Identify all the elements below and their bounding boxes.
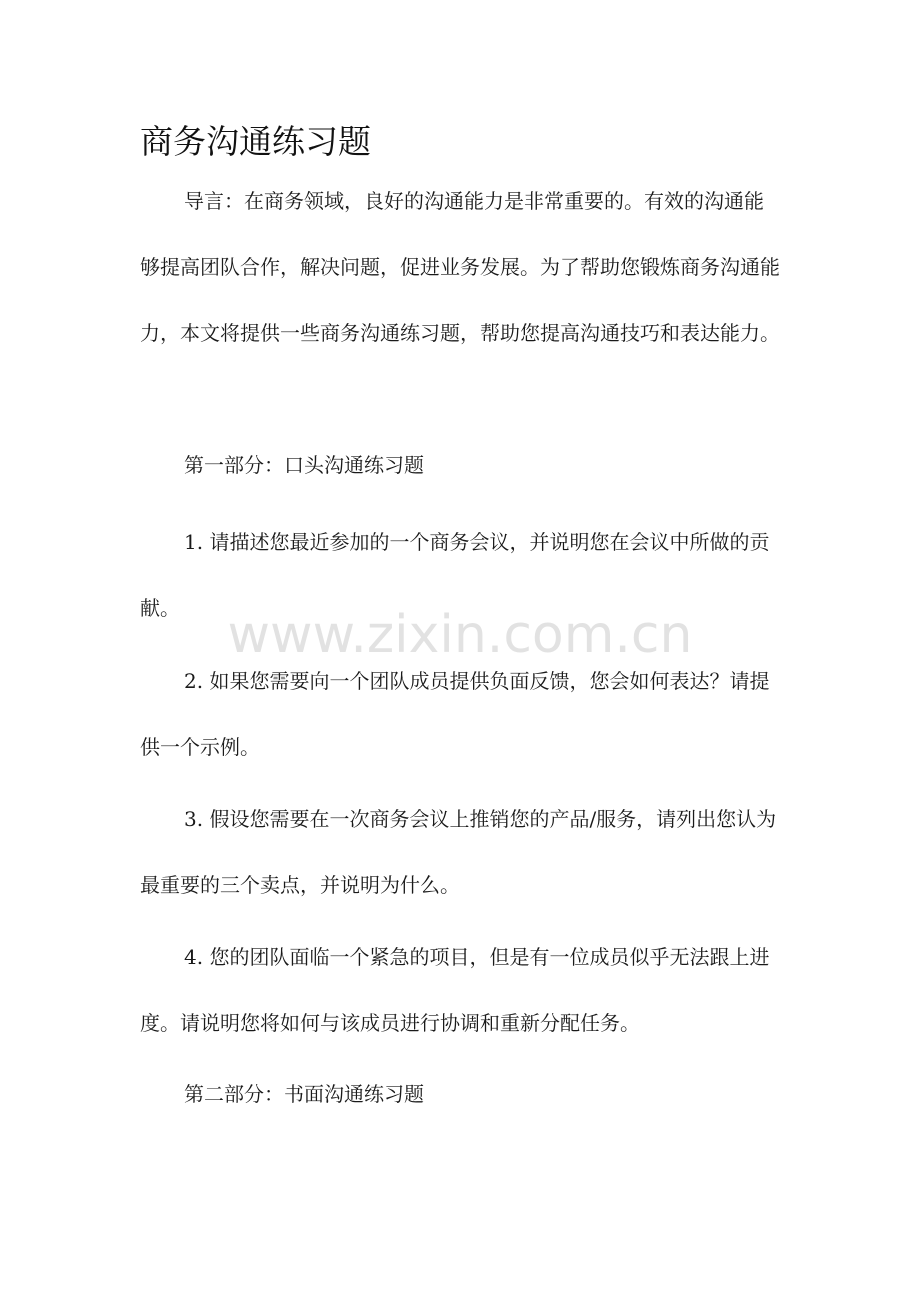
section-heading-written: 第二部分：书面沟通练习题 bbox=[184, 1082, 424, 1106]
question-1: 1. 请描述您最近参加的一个商务会议，并说明您在会议中所做的贡献。 bbox=[140, 530, 770, 620]
intro-paragraph: 导言：在商务领域，良好的沟通能力是非常重要的。有效的沟通能够提高团队合作，解决问题，促进业务发展。为了帮助您锻炼商务沟通能力，本文将提供一些商务沟通练习题，帮助您提高沟通技巧和表达能力。 bbox=[140, 189, 780, 345]
section-heading-oral: 第一部分：口头沟通练习题 bbox=[184, 453, 424, 477]
question-2: 2. 如果您需要向一个团队成员提供负面反馈，您会如何表达？请提供一个示例。 bbox=[140, 669, 770, 759]
question-4: 4. 您的团队面临一个紧急的项目，但是有一位成员似乎无法跟上进度。请说明您将如何与该成员进行协调和重新分配任务。 bbox=[140, 945, 770, 1035]
question-3: 3. 假设您需要在一次商务会议上推销您的产品/服务，请列出您认为最重要的三个卖点，并说明为什么。 bbox=[140, 807, 777, 897]
watermark: www.zixin.com.cn bbox=[227, 605, 693, 665]
document-title: 商务沟通练习题 bbox=[140, 122, 371, 161]
